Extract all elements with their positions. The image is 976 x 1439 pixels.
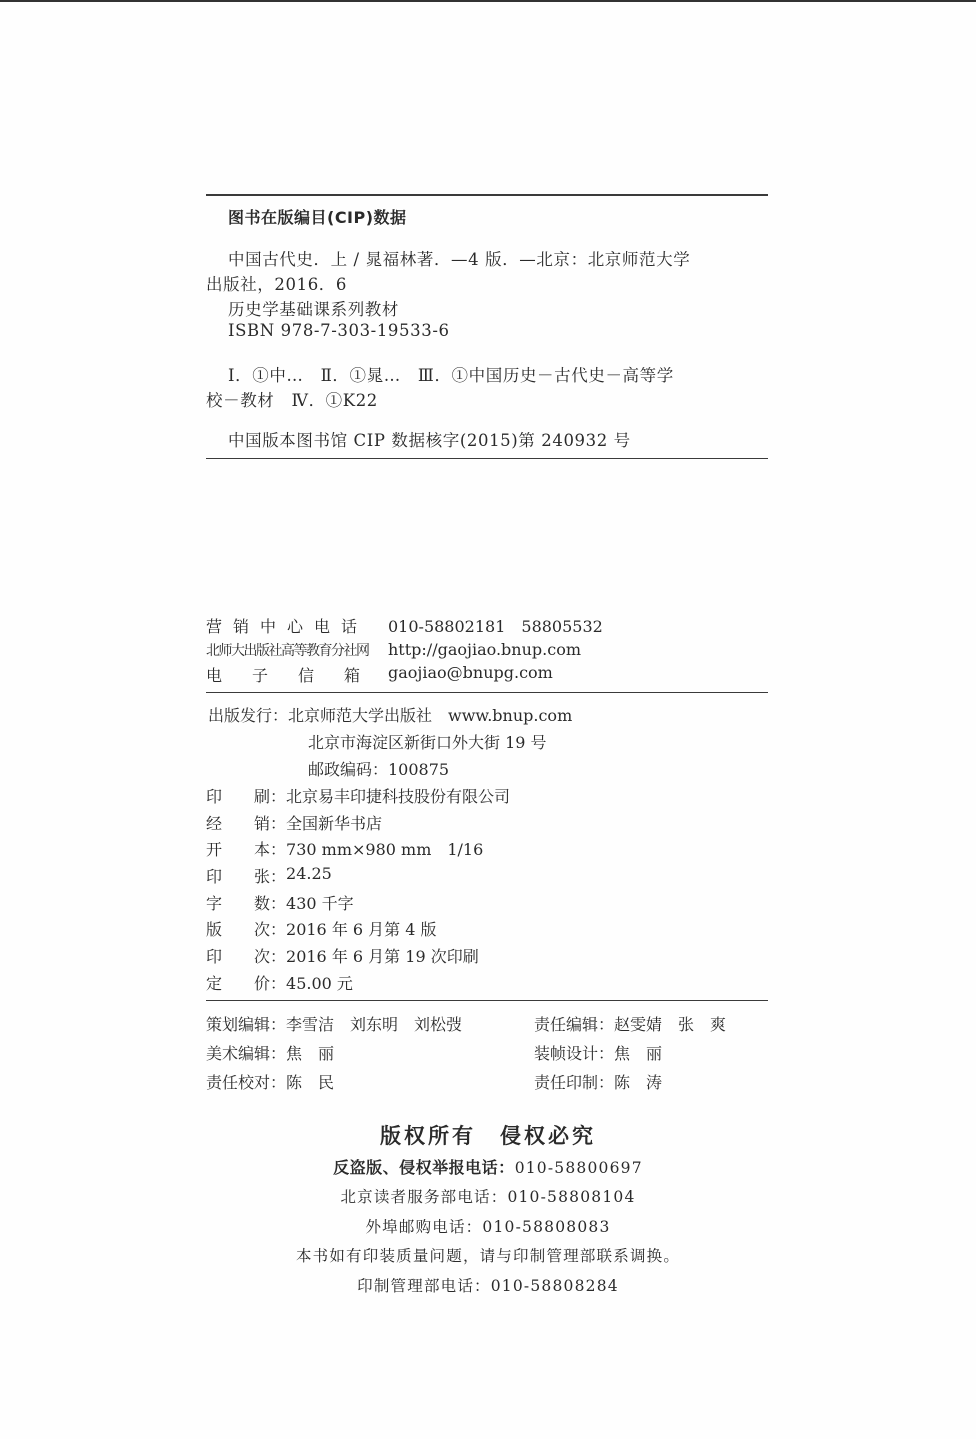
marketing-phone-value: 010-58802181 58805532	[388, 617, 603, 636]
cip-line-series: 历史学基础课系列教材	[228, 300, 399, 319]
publish-row	[206, 971, 353, 994]
publish-row	[308, 757, 449, 780]
publish-row	[206, 811, 382, 834]
publish-row	[206, 944, 479, 967]
publish-value: 730 mm×980 mm 1/16	[286, 840, 484, 859]
cip-line-publisher: 出版社，2016．6	[206, 275, 347, 294]
publish-row	[206, 891, 354, 914]
cip-line-subjects: Ⅰ．①中… Ⅱ．①晁… Ⅲ．①中国历史－古代史－高等学	[228, 366, 674, 385]
planning-editor-label: 策划编辑：	[206, 1015, 287, 1034]
cip-top-rule	[206, 194, 768, 196]
publish-value: 430 千字	[286, 894, 354, 913]
publish-label: 印 次：	[206, 947, 287, 966]
publish-label: 定 价：	[206, 974, 287, 993]
publish-value: 北京师范大学出版社 www.bnup.com	[288, 706, 573, 725]
publish-value: 邮政编码：100875	[308, 760, 450, 779]
planning-editor	[206, 1012, 462, 1035]
quality-notice: 本书如有印装质量问题，请与印制管理部联系调换。	[295, 1247, 681, 1265]
publish-value: 北京市海淀区新街口外大街 19 号	[308, 733, 547, 752]
print-manager-label: 责任印制：	[534, 1073, 615, 1092]
print-manager	[534, 1070, 662, 1093]
cip-heading: 图书在版编目(CIP)数据	[228, 208, 407, 227]
responsible-editor	[534, 1012, 726, 1035]
marketing-phone-label: 营销中心电话	[206, 617, 369, 636]
responsible-editor-value: 赵雯婧 张 爽	[614, 1015, 727, 1034]
publish-label: 经 销：	[206, 814, 287, 833]
piracy-report-label: 反盗版、侵权举报电话：	[333, 1158, 515, 1177]
publish-row	[206, 864, 332, 887]
website-label: 北师大出版社高等教育分社网	[206, 643, 369, 659]
cip-bottom-rule	[206, 458, 768, 459]
responsible-editor-label: 责任编辑：	[534, 1015, 615, 1034]
art-editor-value: 焦 丽	[286, 1044, 335, 1063]
planning-editor-value: 李雪洁 刘东明 刘松弢	[286, 1015, 463, 1034]
copyright-notice: 版权所有 侵权必究	[380, 1124, 596, 1148]
art-editor	[206, 1041, 334, 1064]
print-manager-value: 陈 涛	[614, 1073, 663, 1092]
publish-label: 字 数：	[206, 894, 287, 913]
publish-row	[206, 917, 437, 940]
top-border	[0, 0, 976, 2]
publish-value: 全国新华书店	[286, 814, 383, 833]
email-value: gaojiao@bnupg.com	[388, 663, 553, 682]
cip-line-isbn: ISBN 978-7-303-19533-6	[228, 321, 450, 340]
piracy-report-phone: 010-58800697	[514, 1159, 643, 1177]
binding-designer-value: 焦 丽	[614, 1044, 663, 1063]
mail-order-phone: 外埠邮购电话：010-58808083	[365, 1218, 611, 1236]
publish-value: 北京易丰印捷科技股份有限公司	[286, 787, 511, 806]
website-value: http://gaojiao.bnup.com	[388, 640, 581, 659]
publish-label: 印 张：	[206, 867, 287, 886]
publish-row	[308, 730, 547, 753]
binding-designer	[534, 1041, 662, 1064]
contact-bottom-rule	[206, 692, 768, 693]
publish-label: 开 本：	[206, 840, 287, 859]
proofreader-value: 陈 民	[286, 1073, 335, 1092]
publish-row	[206, 784, 510, 807]
reader-service-phone: 北京读者服务部电话：010-58808104	[340, 1188, 636, 1206]
publish-row	[206, 703, 572, 726]
piracy-report-line	[0, 1155, 976, 1178]
proofreader	[206, 1070, 334, 1093]
publish-value: 24.25	[286, 864, 332, 883]
print-management-phone: 印制管理部电话：010-58808284	[357, 1277, 619, 1295]
publish-row	[206, 837, 483, 860]
cip-line-record-number: 中国版本图书馆 CIP 数据核字(2015)第 240932 号	[228, 431, 631, 450]
proofreader-label: 责任校对：	[206, 1073, 287, 1092]
art-editor-label: 美术编辑：	[206, 1044, 287, 1063]
publish-value: 2016 年 6 月第 19 次印刷	[286, 947, 479, 966]
publish-label: 版 次：	[206, 920, 287, 939]
publish-label: 印 刷：	[206, 787, 287, 806]
email-label: 电子信箱	[206, 666, 391, 685]
publish-value: 45.00 元	[286, 974, 353, 993]
publish-bottom-rule	[206, 1000, 768, 1001]
publish-label: 出版发行：	[208, 706, 289, 725]
cip-line-title: 中国古代史．上 / 晁福林著．—4 版．—北京：北京师范大学	[228, 250, 691, 269]
publish-value: 2016 年 6 月第 4 版	[286, 920, 437, 939]
cip-line-classification: 校－教材 Ⅳ．①K22	[206, 391, 378, 410]
binding-designer-label: 装帧设计：	[534, 1044, 615, 1063]
